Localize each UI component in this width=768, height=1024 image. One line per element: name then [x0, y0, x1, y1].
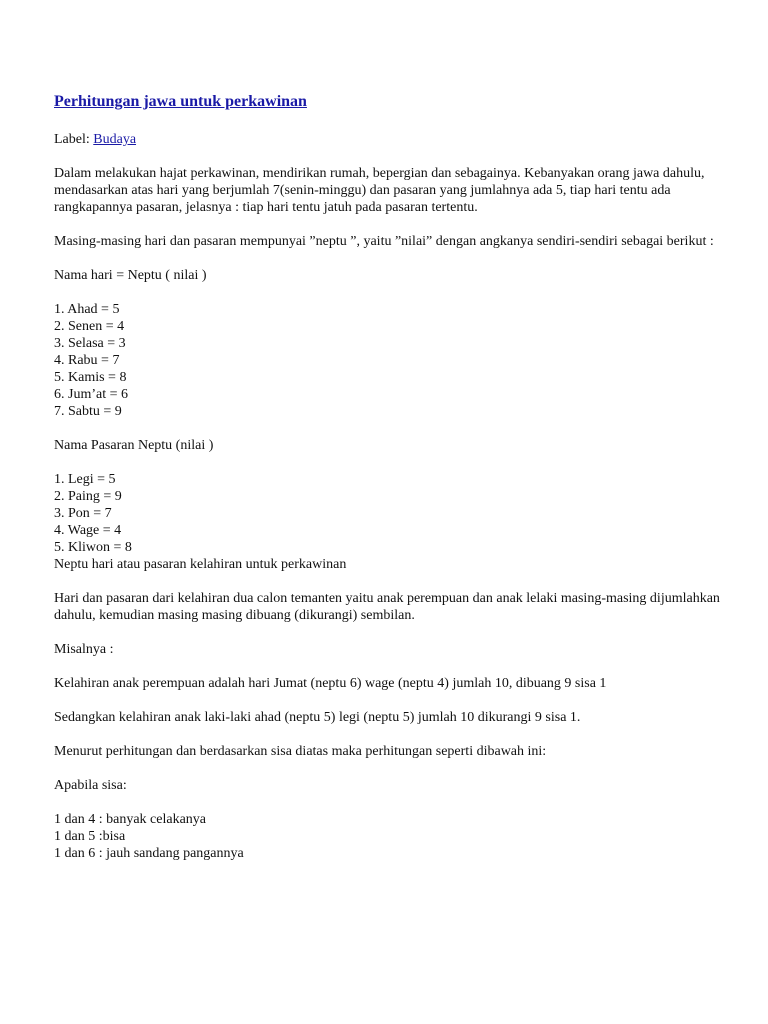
label-budaya-link[interactable]: Budaya: [93, 132, 137, 147]
neptu-kelahiran-heading: Neptu hari atau pasaran kelahiran untuk perkawinan: [54, 557, 347, 572]
kelahiran-laki-paragraph: Sedangkan kelahiran anak laki-laki ahad (neptu 5) legi (neptu 5) jumlah 10 dikurangi 9 sisa 1.: [54, 710, 581, 725]
label-prefix: Label:: [54, 132, 94, 147]
list-item: 2. Senen = 4: [54, 319, 125, 334]
list-item: 4. Rabu = 7: [54, 353, 120, 368]
intro-paragraph: Dalam melakukan hajat perkawinan, mendirikan rumah, bepergian dan sebagainya. Kebanyakan orang jawa dahulu, mendasarkan atas hari yang berjumlah 7(senin-minggu) dan pasaran yang jumlahnya ada 5, tiap hari tentu ada rangkapannya pasaran, jelasnya : tiap hari tentu jatuh pada pasaran tertentu.: [54, 166, 705, 215]
list-item: 1. Legi = 5: [54, 472, 116, 487]
apabila-paragraph: Apabila sisa:: [54, 778, 127, 793]
list-item: 4. Wage = 4: [54, 523, 122, 538]
pasaran-list: [54, 471, 724, 556]
list-item: 5. Kliwon = 8: [54, 540, 132, 555]
list-item: 3. Pon = 7: [54, 506, 112, 521]
list-item: 3. Selasa = 3: [54, 336, 126, 351]
list-item: 5. Kamis = 8: [54, 370, 127, 385]
neptu-intro-paragraph: Masing-masing hari dan pasaran mempunyai ”neptu ”, yaitu ”nilai” dengan angkanya sendiri-sendiri sebagai berikut :: [54, 234, 714, 249]
misalnya-paragraph: Misalnya :: [54, 642, 114, 657]
menurut-paragraph: Menurut perhitungan dan berdasarkan sisa diatas maka perhitungan seperti dibawah ini:: [54, 744, 547, 759]
kelahiran-perempuan-paragraph: Kelahiran anak perempuan adalah hari Jumat (neptu 6) wage (neptu 4) jumlah 10, dibuang 9 sisa 1: [54, 676, 607, 691]
list-item: 1 dan 4 : banyak celakanya: [54, 812, 206, 827]
list-item: 7. Sabtu = 9: [54, 404, 122, 419]
hari-pasaran-paragraph: Hari dan pasaran dari kelahiran dua calon temanten yaitu anak perempuan dan anak lelaki masing-masing dijumlahkan dahulu, kemudian masing masing dibuang (dikurangi) sembilan.: [54, 591, 720, 623]
page-title[interactable]: Perhitungan jawa untuk perkawinan: [54, 93, 307, 110]
sisa-list: [54, 811, 724, 862]
hari-list: [54, 301, 724, 420]
nama-pasaran-heading: Nama Pasaran Neptu (nilai ): [54, 438, 214, 453]
list-item: 1 dan 6 : jauh sandang pangannya: [54, 846, 244, 861]
list-item: 6. Jum’at = 6: [54, 387, 128, 402]
nama-hari-heading: Nama hari = Neptu ( nilai ): [54, 268, 207, 283]
list-item: 1 dan 5 :bisa: [54, 829, 126, 844]
list-item: 1. Ahad = 5: [54, 302, 120, 317]
list-item: 2. Paing = 9: [54, 489, 122, 504]
document-page: [54, 92, 724, 862]
label-line: [54, 131, 724, 148]
